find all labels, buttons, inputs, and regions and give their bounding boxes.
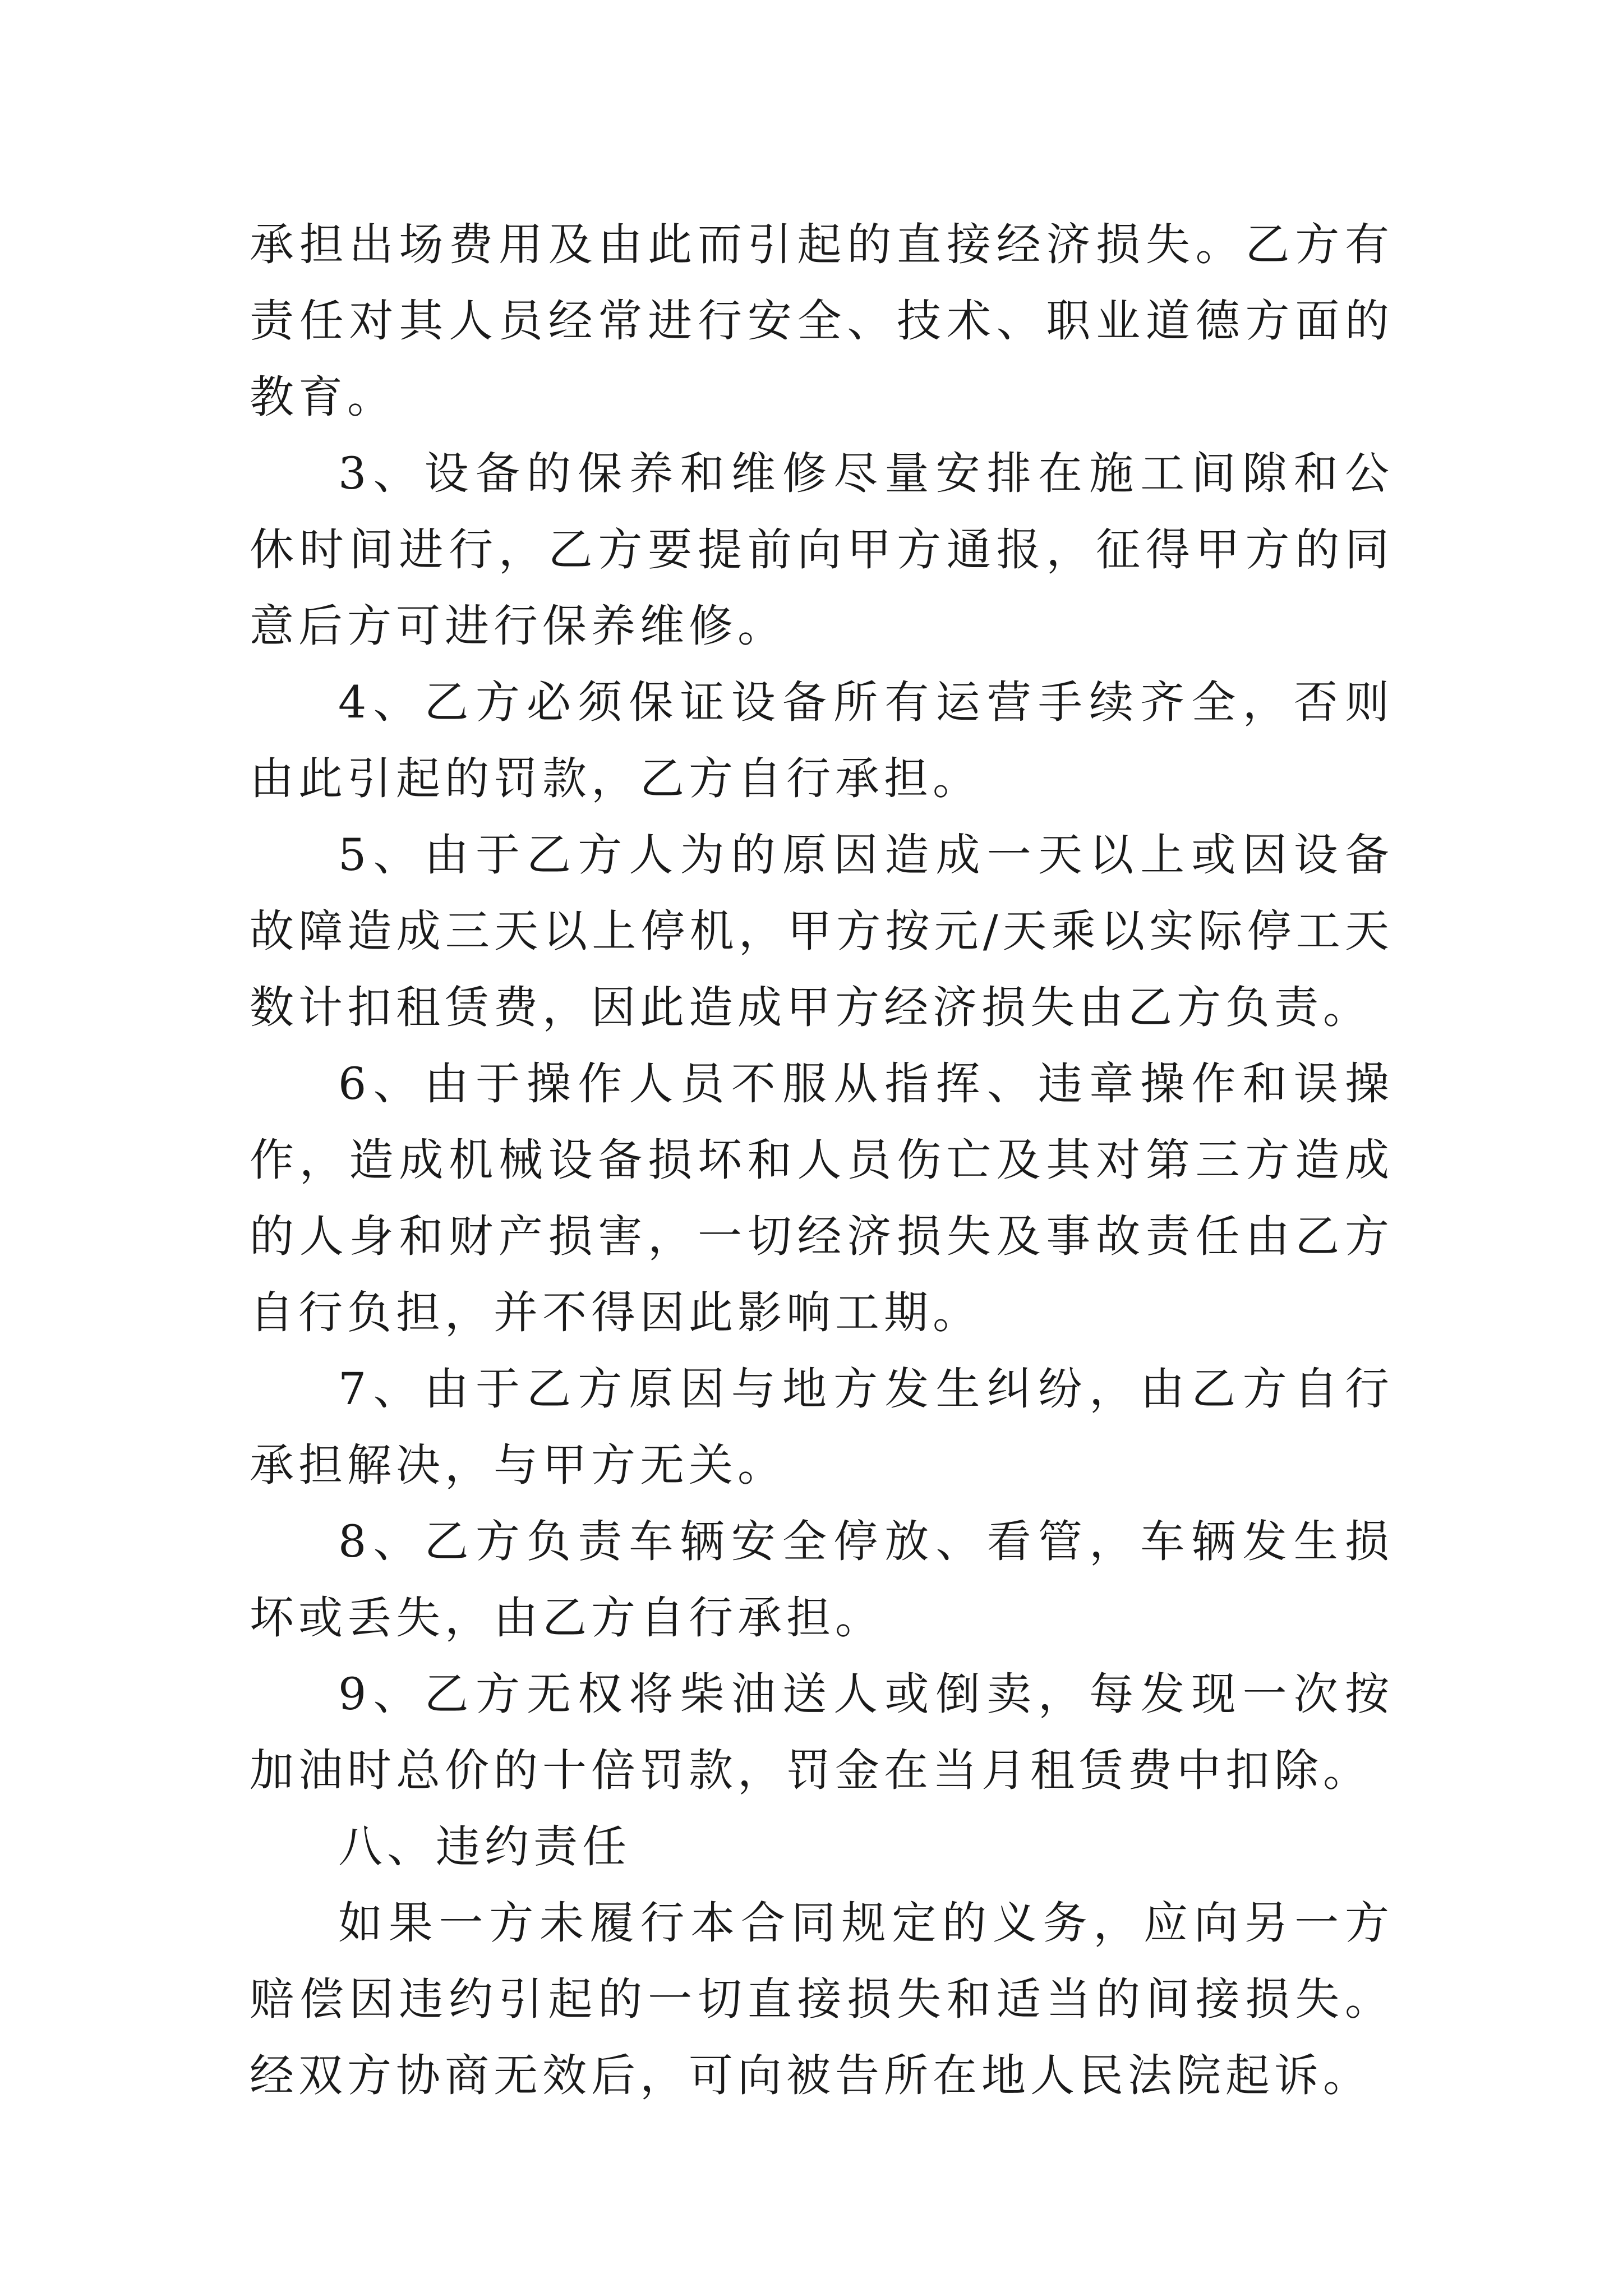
section-heading-breach-liability: 八、违约责任: [338, 1821, 631, 1872]
paragraph-clause-8: 8、乙方负责车辆安全停放、看管，车辆发生损坏或丢失，由乙方自行承担。: [250, 1516, 1394, 1644]
paragraph-clause-9: 9、乙方无权将柴油送人或倒卖，每发现一次按加油时总价的十倍罚款，罚金在当月租赁费中扣除。: [250, 1668, 1394, 1796]
paragraph-clause-6: 6、由于操作人员不服从指挥、违章操作和误操作，造成机械设备损坏和人员伤亡及其对第三方造成的人身和财产损害，一切经济损失及事故责任由乙方自行负担，并不得因此影响工期。: [250, 1058, 1394, 1338]
document-body: [250, 206, 1394, 2114]
paragraph-clause-3: 3、设备的保养和维修尽量安排在施工间隙和公休时间进行，乙方要提前向甲方通报，征得甲方的同意后方可进行保养维修。: [250, 448, 1394, 652]
paragraph-clause-5: 5、由于乙方人为的原因造成一天以上或因设备故障造成三天以上停机，甲方按元/天乘以实际停工天数计扣租赁费，因此造成甲方经济损失由乙方负责。: [250, 829, 1394, 1033]
paragraph-breach-liability: 如果一方未履行本合同规定的义务，应向另一方赔偿因违约引起的一切直接损失和适当的间接损失。经双方协商无效后，可向被告所在地人民法院起诉。: [250, 1897, 1394, 2101]
paragraph-clause-7: 7、由于乙方原因与地方发生纠纷，由乙方自行承担解决，与甲方无关。: [250, 1363, 1394, 1491]
paragraph-continuation: 承担出场费用及由此而引起的直接经济损失。乙方有责任对其人员经常进行安全、技术、职业道德方面的教育。: [250, 219, 1394, 423]
paragraph-clause-4: 4、乙方必须保证设备所有运营手续齐全，否则由此引起的罚款，乙方自行承担。: [250, 677, 1394, 804]
